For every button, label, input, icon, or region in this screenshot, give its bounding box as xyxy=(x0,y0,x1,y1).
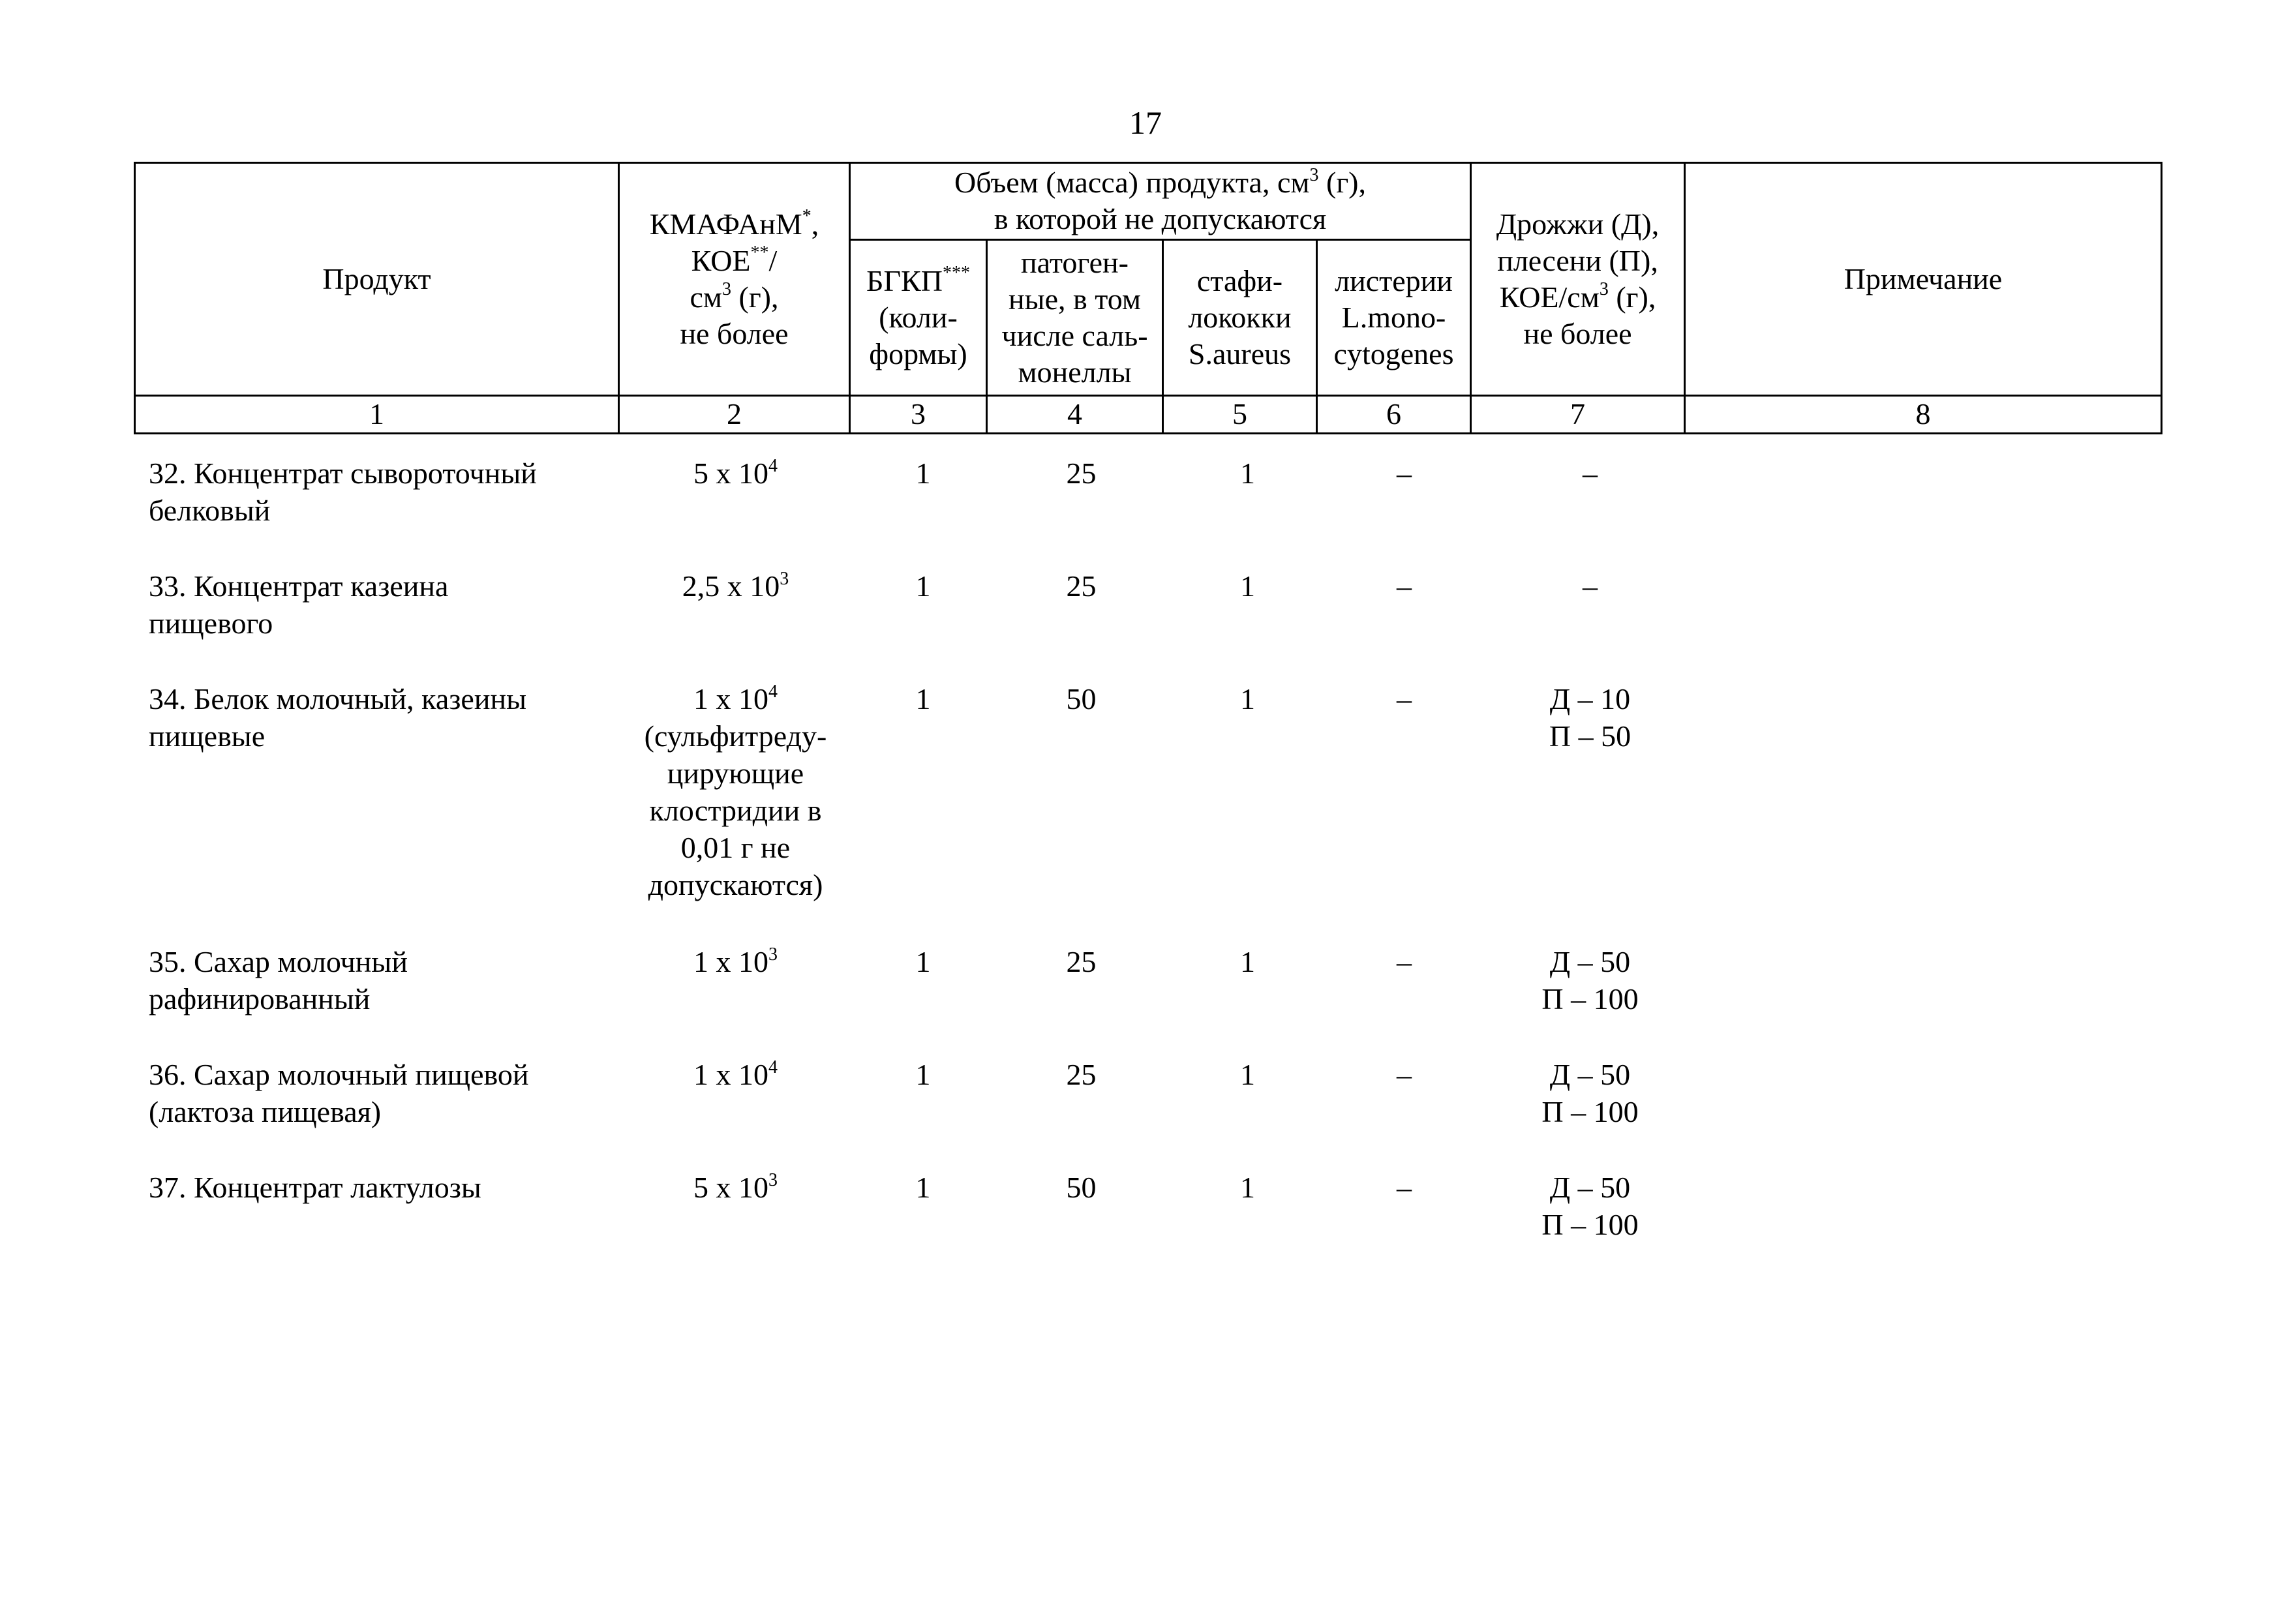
listeria-value: – xyxy=(1397,682,1412,715)
header-note: Примечание xyxy=(1685,163,2162,396)
pathogens-value: 25 xyxy=(1066,1058,1097,1091)
kmafanm-value: 5 х $10^3$ xyxy=(693,1169,778,1204)
bgkp-value: 1 xyxy=(915,682,931,715)
pathogens-value: 25 xyxy=(1066,457,1097,490)
column-number: 2 xyxy=(619,395,850,433)
bgkp-value: 1 xyxy=(915,569,931,603)
column-number: 7 xyxy=(1471,395,1685,433)
yeast-mold-value: Д – 50 П – 100 xyxy=(1541,1058,1639,1128)
product-name: 33. Концентрат казеина пищевого xyxy=(149,569,449,640)
header-pathogens: патоген- ные, в том числе саль- монеллы xyxy=(987,239,1163,395)
listeria-value: – xyxy=(1397,1171,1412,1204)
column-number: 8 xyxy=(1685,395,2162,433)
column-number: 6 xyxy=(1317,395,1471,433)
header-kmafanm: КМАФАнМ*, КОЕ**/ $см^3$ (г), не более xyxy=(619,163,850,396)
column-number: 3 xyxy=(850,395,987,433)
bgkp-value: 1 xyxy=(915,1171,931,1204)
column-number-row xyxy=(135,395,2162,433)
bgkp-value: 1 xyxy=(915,945,931,978)
bgkp-value: 1 xyxy=(915,457,931,490)
pathogens-value: 25 xyxy=(1066,569,1097,603)
yeast-mold-value: – xyxy=(1583,457,1598,490)
header-volume-group: Объем (масса) продукта, $см^3$ (г), в которой не допускаются xyxy=(850,163,1471,240)
header-yeast-mold: Дрожжи (Д), плесени (П), КОЕ/$см^3$ (г), не более xyxy=(1471,163,1685,396)
header-staph: стафи- лококки S.aureus xyxy=(1163,239,1317,395)
staph-value: 1 xyxy=(1240,945,1255,978)
staph-value: 1 xyxy=(1240,569,1255,603)
yeast-mold-value: Д – 50 П – 100 xyxy=(1541,1171,1639,1241)
listeria-value: – xyxy=(1397,569,1412,603)
header-product: Продукт xyxy=(135,163,619,396)
staph-value: 1 xyxy=(1240,682,1255,715)
product-name: 34. Белок молочный, казеины пищевые xyxy=(149,682,526,753)
page-number: 17 xyxy=(1129,104,1162,141)
yeast-mold-value: Д – 10 П – 50 xyxy=(1549,682,1631,753)
listeria-value: – xyxy=(1397,945,1412,978)
table-header xyxy=(134,162,2162,434)
pathogens-value: 50 xyxy=(1066,1171,1097,1204)
column-number: 4 xyxy=(987,395,1163,433)
yeast-mold-value: – xyxy=(1583,569,1598,603)
staph-value: 1 xyxy=(1240,457,1255,490)
listeria-value: – xyxy=(1397,457,1412,490)
staph-value: 1 xyxy=(1240,1058,1255,1091)
header-bgkp: БГКП*** (коли- формы) xyxy=(850,239,987,395)
column-number: 5 xyxy=(1163,395,1317,433)
header-listeria: листерии L.mono- cytogenes xyxy=(1317,239,1471,395)
kmafanm-value: 5 х $10^4$ xyxy=(693,455,778,490)
kmafanm-value: 1 х $10^3$ xyxy=(693,944,778,978)
bgkp-value: 1 xyxy=(915,1058,931,1091)
kmafanm-value: 2,5 х $10^3$ xyxy=(682,568,789,603)
pathogens-value: 25 xyxy=(1066,945,1097,978)
listeria-value: – xyxy=(1397,1058,1412,1091)
kmafanm-value: 1 х $10^4$ xyxy=(693,1057,778,1091)
product-name: 35. Сахар молочный рафинированный xyxy=(149,945,408,1015)
product-name: 32. Концентрат сывороточный белковый xyxy=(149,457,537,527)
yeast-mold-value: Д – 50 П – 100 xyxy=(1541,945,1639,1015)
product-name: 37. Концентрат лактулозы xyxy=(149,1171,481,1204)
kmafanm-value: 1 х $10^4$ (сульфитреду- цирующие клостридии в 0,01 г не допускаются) xyxy=(644,681,827,901)
product-name: 36. Сахар молочный пищевой (лактоза пищевая) xyxy=(149,1058,529,1128)
column-number: 1 xyxy=(135,395,619,433)
pathogens-value: 50 xyxy=(1066,682,1097,715)
staph-value: 1 xyxy=(1240,1171,1255,1204)
